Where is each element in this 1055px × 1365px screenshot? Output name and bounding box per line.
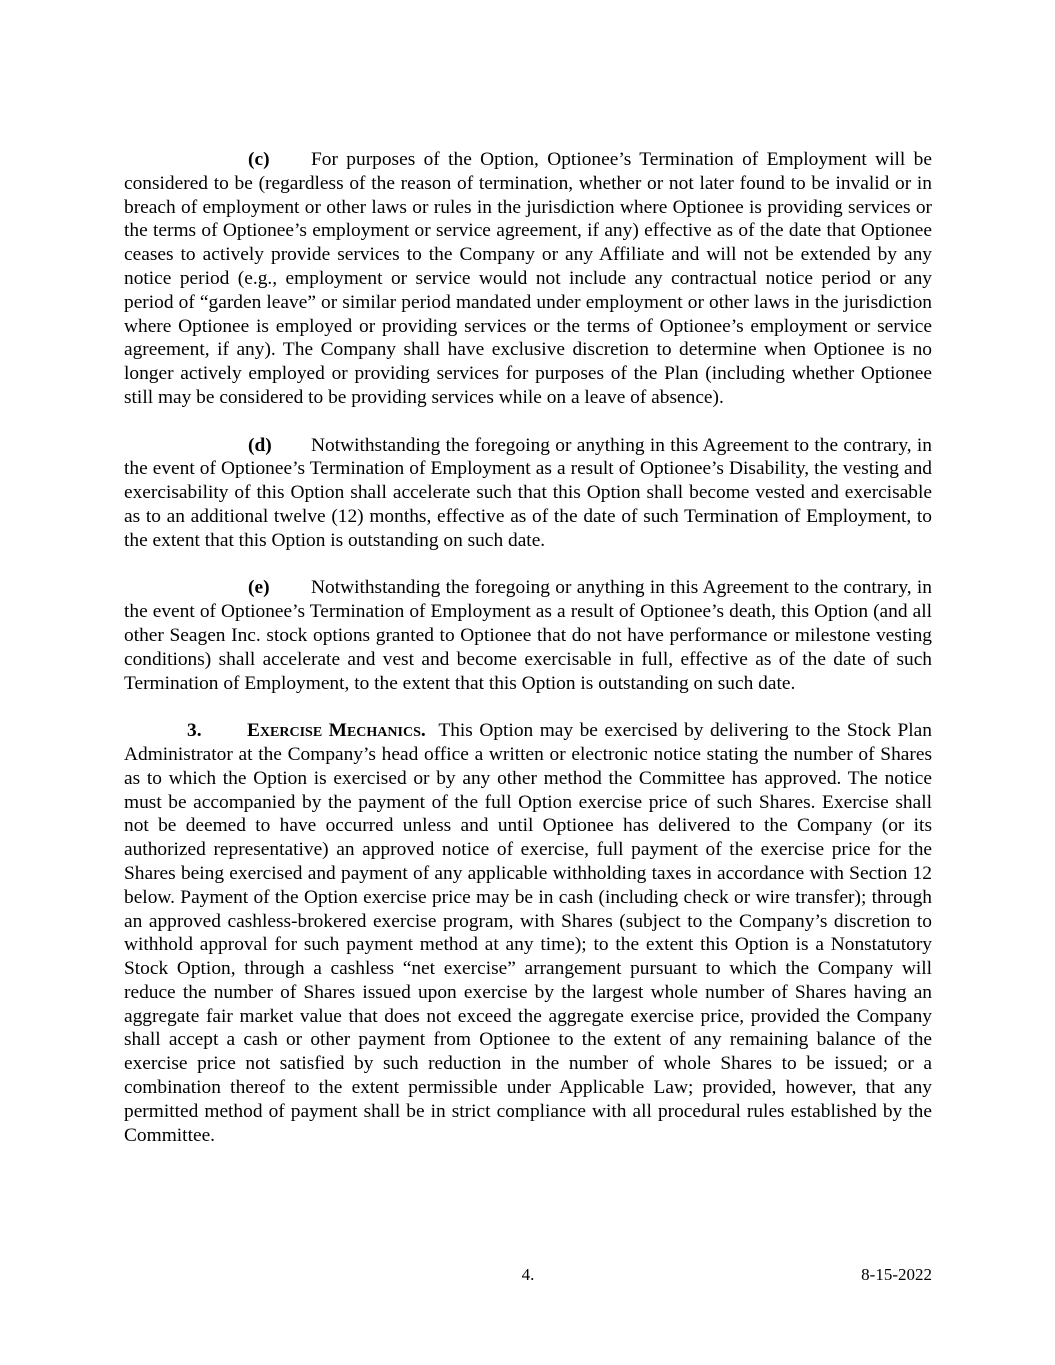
section-heading: Exercise Mechanics.: [247, 720, 426, 742]
section-3: [124, 719, 932, 1147]
section-text: This Option may be exercised by delivering to the Stock Plan Administrator at the Company’s head office a written or electronic notice stating the number of Shares as to which the Option is exercised or by any other method the Committee has approved. The notice must be accompanied by the payment of the full Option exercise price of such Shares. Exercise shall not be deemed to have occurred unless and until Optionee has delivered to the Company (or its authorized representative) an approved notice of exercise, full payment of the exercise price for the Shares being exercised and payment of any applicable withholding taxes in accordance with Section 12 below. Payment of the Option exercise price may be in cash (including check or wire transfer); through an approved cashless-brokered exercise program, with Shares (subject to the Company’s discretion to withhold approval for such payment method at any time); to the extent this Option is a Nonstatutory Stock Option, through a cashless “net exercise” arrangement pursuant to which the Company will reduce the number of Shares issued upon exercise by the largest whole number of Shares having an aggregate fair market value that does not exceed the aggregate exercise price, provided the Company shall accept a cash or other payment from Optionee to the extent of any remaining balance of the exercise price not satisfied by such reduction in the number of whole Shares to be issued; or a combination thereof to the extent permissible under Applicable Law; provided, however, that any permitted method of payment shall be in strict compliance with all procedural rules established by the Committee.: [124, 720, 932, 1146]
paragraph-d: [124, 434, 932, 553]
paragraph-marker-d: (d): [248, 434, 272, 456]
document-body: [124, 148, 932, 1171]
paragraph-text-e: Notwithstanding the foregoing or anything in this Agreement to the contrary, in the event of Optionee’s Termination of Employment as a result of Optionee’s death, this Option (and all other Seagen Inc. stock options granted to Optionee that do not have performance or milestone vesting conditions) shall accelerate and vest and become exercisable in full, effective as of the date of such Termination of Employment, to the extent that this Option is outstanding on such date.: [124, 577, 932, 694]
paragraph-text-c: For purposes of the Option, Optionee’s Termination of Employment will be considered to be (regardless of the reason of termination, whether or not later found to be invalid or in breach of employment or other laws or rules in the jurisdiction where Optionee is providing services or the terms of Optionee’s employment or service agreement, if any) effective as of the date that Optionee ceases to actively provide services to the Company or any Affiliate and will not be extended by any notice period (e.g., employment or service would not include any contractual notice period or any period of “garden leave” or similar period mandated under employment or other laws in the jurisdiction where Optionee is employed or providing services or the terms of Optionee’s employment or service agreement, if any). The Company shall have exclusive discretion to determine when Optionee is no longer actively employed or providing services for purposes of the Plan (including whether Optionee still may be considered to be providing services while on a leave of absence).: [124, 149, 932, 408]
paragraph-marker-c: (c): [248, 149, 270, 170]
paragraph-e: [124, 576, 932, 695]
paragraph-marker-e: (e): [248, 577, 270, 599]
paragraph-text-d: Notwithstanding the foregoing or anything in this Agreement to the contrary, in the event of Optionee’s Termination of Employment as a result of Optionee’s Disability, the vesting and exercisability of this Option shall accelerate such that this Option shall become vested and exercisable as to an additional twelve (12) months, effective as of the date of such Termination of Employment, to the extent that this Option is outstanding on such date.: [124, 434, 932, 551]
paragraph-c: [124, 148, 932, 410]
page-number: 4.: [521, 1265, 535, 1284]
footer-date: 8-15-2022: [861, 1265, 932, 1284]
section-number: 3.: [187, 720, 202, 742]
